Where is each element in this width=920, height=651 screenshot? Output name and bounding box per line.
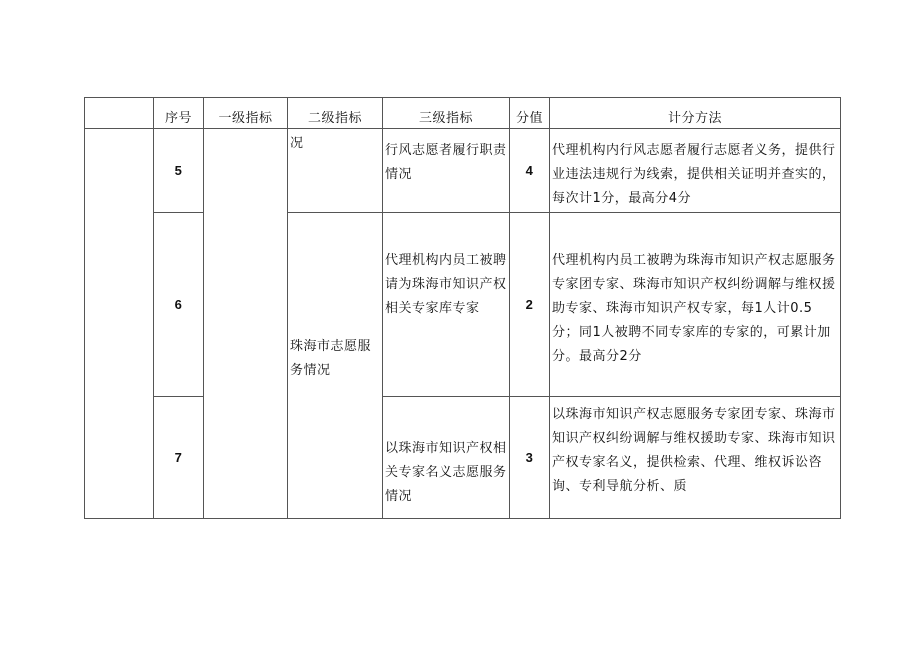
method-cell: 以珠海市知识产权志愿服务专家团专家、珠海市知识产权纠纷调解与维权援助专家、珠海市知识产权专家名义，提供检索、代理、维权诉讼咨询、专利导航分析、质 [550,397,841,519]
score-cell: 3 [510,397,550,519]
level3-cell: 以珠海市知识产权相关专家名义志愿服务情况 [383,397,510,519]
header-blank [85,98,154,129]
table-row [85,397,841,519]
row-index: 7 [154,397,204,519]
level1-cell [204,129,288,519]
header-level1: 一级指标 [204,98,288,129]
blank-cell [85,129,154,519]
header-method: 计分方法 [550,98,841,129]
table-row [85,213,841,397]
level2-cell: 况 [288,129,383,213]
method-cell: 代理机构内行风志愿者履行志愿者义务，提供行业违法违规行为线索，提供相关证明并查实的，每次计1分，最高分4分 [550,129,841,213]
header-row [85,98,841,129]
header-index: 序号 [154,98,204,129]
table-row [85,129,841,213]
header-score: 分值 [510,98,550,129]
score-cell: 4 [510,129,550,213]
header-level3: 三级指标 [383,98,510,129]
method-cell: 代理机构内员工被聘为珠海市知识产权志愿服务专家团专家、珠海市知识产权纠纷调解与维权援助专家、珠海市知识产权专家，每1人计0.5分；同1人被聘不同专家库的专家的，可累计加分。最高分2分 [550,213,841,397]
header-level2: 二级指标 [288,98,383,129]
scoring-table [84,97,841,519]
level2-cell: 珠海市志愿服务情况 [288,213,383,519]
row-index: 6 [154,213,204,397]
score-cell: 2 [510,213,550,397]
row-index: 5 [154,129,204,213]
level3-cell: 代理机构内员工被聘请为珠海市知识产权相关专家库专家 [383,213,510,397]
level3-cell: 行风志愿者履行职责情况 [383,129,510,213]
